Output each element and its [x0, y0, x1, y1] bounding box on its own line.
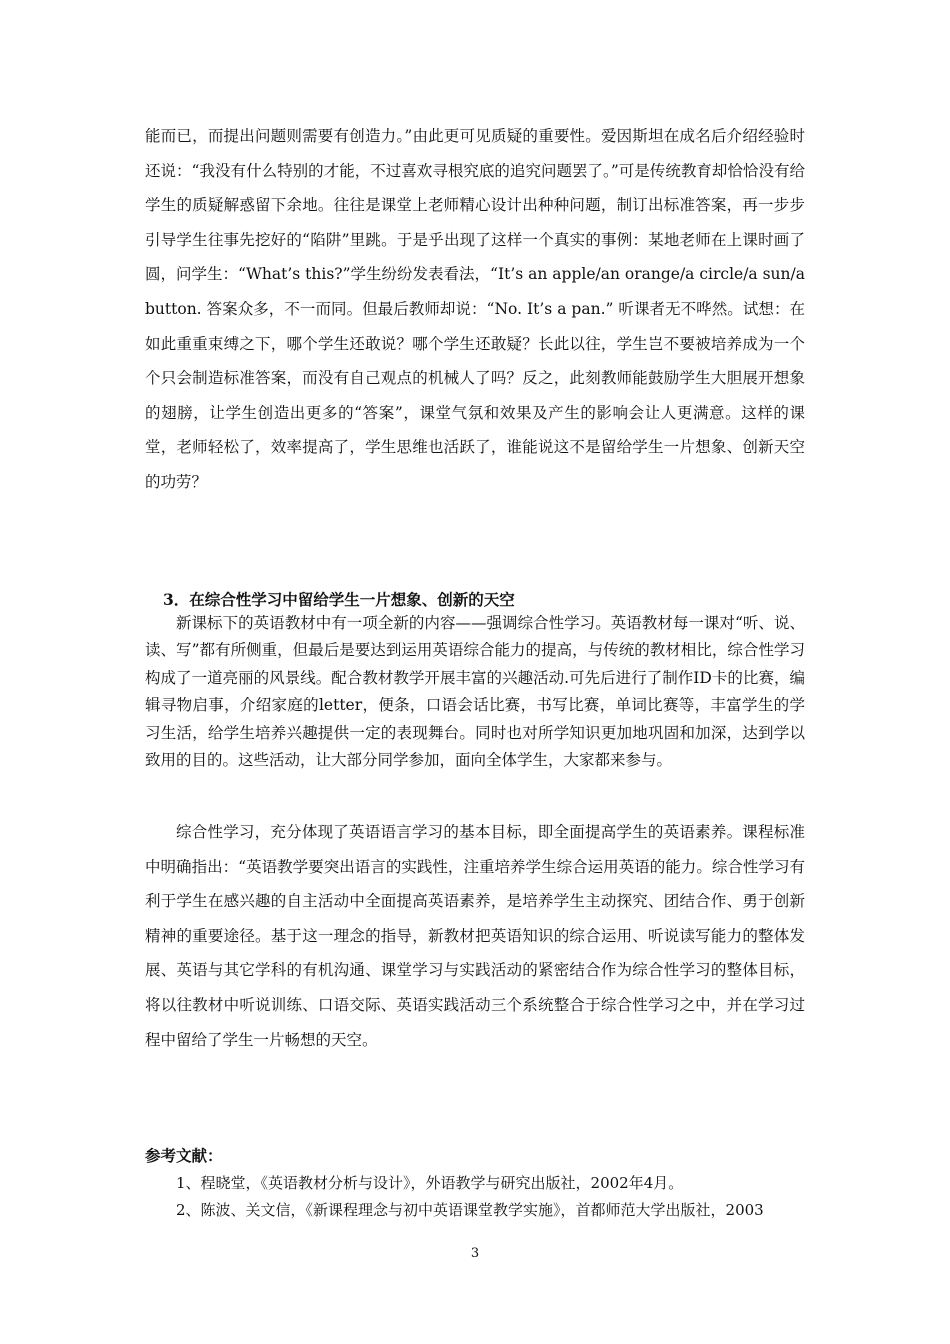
- section-heading-3: 3．在综合性学习中留给学生一片想象、创新的天空: [163, 590, 515, 609]
- page-number: 3: [470, 1246, 480, 1261]
- body-paragraph-1: 能而已，而提出问题则需要有创造力。”由此更可见质疑的重要性。爱因斯坦在成名后介绍经验时还说：“我没有什么特别的才能，不过喜欢寻根究底的追究问题罢了。”可是传统教育却恰恰没有给学生的质疑解惑留下余地。往往是课堂上老师精心设计出种种问题，制订出标准答案，再一步步引导学生往事先挖好的“陷阱”里跳。于是乎出现了这样一个真实的事例：某地老师在上课时画了圆，问学生：“What’s this?”学生纷纷发表看法，“It’s an apple/an orange/a circle/a sun/a button. 答案众多，不一而同。但最后教师却说：“No. It’s a pan.” 听课者无不哗然。试想：在如此重重束缚之下，哪个学生还敢说？哪个学生还敢疑？长此以往，学生岂不要被培养成为一个个只会制造标准答案，而没有自己观点的机械人了吗？反之，此刻教师能鼓励学生大胆展开想象的翅膀，让学生创造出更多的“答案”，课堂气氛和效果及产生的影响会让人更满意。这样的课堂，老师轻松了，效率提高了，学生思维也活跃了，谁能说这不是留给学生一片想象、创新天空的功劳？: [145, 127, 805, 491]
- body-paragraph-3: 综合性学习，充分体现了英语语言学习的基本目标，即全面提高学生的英语素养。课程标准中明确指出：“英语教学要突出语言的实践性，注重培养学生综合运用英语的能力。综合性学习有利于学生在感兴趣的自主活动中全面提高英语素养，是培养学生主动探究、团结合作、勇于创新精神的重要途径。基于这一理念的指导，新教材把英语知识的综合运用、听说读写能力的整体发展、英语与其它学科的有机沟通、课堂学习与实践活动的紧密结合作为综合性学习的整体目标，将以往教材中听说训练、口语交际、英语实践活动三个系统整合于综合性学习之中，并在学习过程中留给了学生一片畅想的天空。: [145, 823, 805, 1049]
- reference-item-1: 1、程晓堂，《英语教材分析与设计》，外语教学与研究出版社，2002年4月。: [176, 1174, 684, 1192]
- body-paragraph-2: 新课标下的英语教材中有一项全新的内容——强调综合性学习。英语教材每一课对“听、说、读、写”都有所侧重，但最后是要达到运用英语综合能力的提高，与传统的教材相比，综合性学习构成了一道亮丽的风景线。配合教材教学开展丰富的兴趣活动.可先后进行了制作ID卡的比赛，编辑寻物启事，介绍家庭的letter，便条，口语会话比赛，书写比赛，单词比赛等，丰富学生的学习生活，给学生培养兴趣提供一定的表现舞台。同时也对所学知识更加地巩固和加深，达到学以致用的目的。这些活动，让大部分同学参加，面向全体学生，大家都来参与。: [145, 614, 805, 770]
- reference-item-2: 2、陈波、关文信，《新课程理念与初中英语课堂教学实施》，首都师范大学出版社，2003: [176, 1201, 764, 1219]
- references-title: 参考文献：: [145, 1146, 223, 1165]
